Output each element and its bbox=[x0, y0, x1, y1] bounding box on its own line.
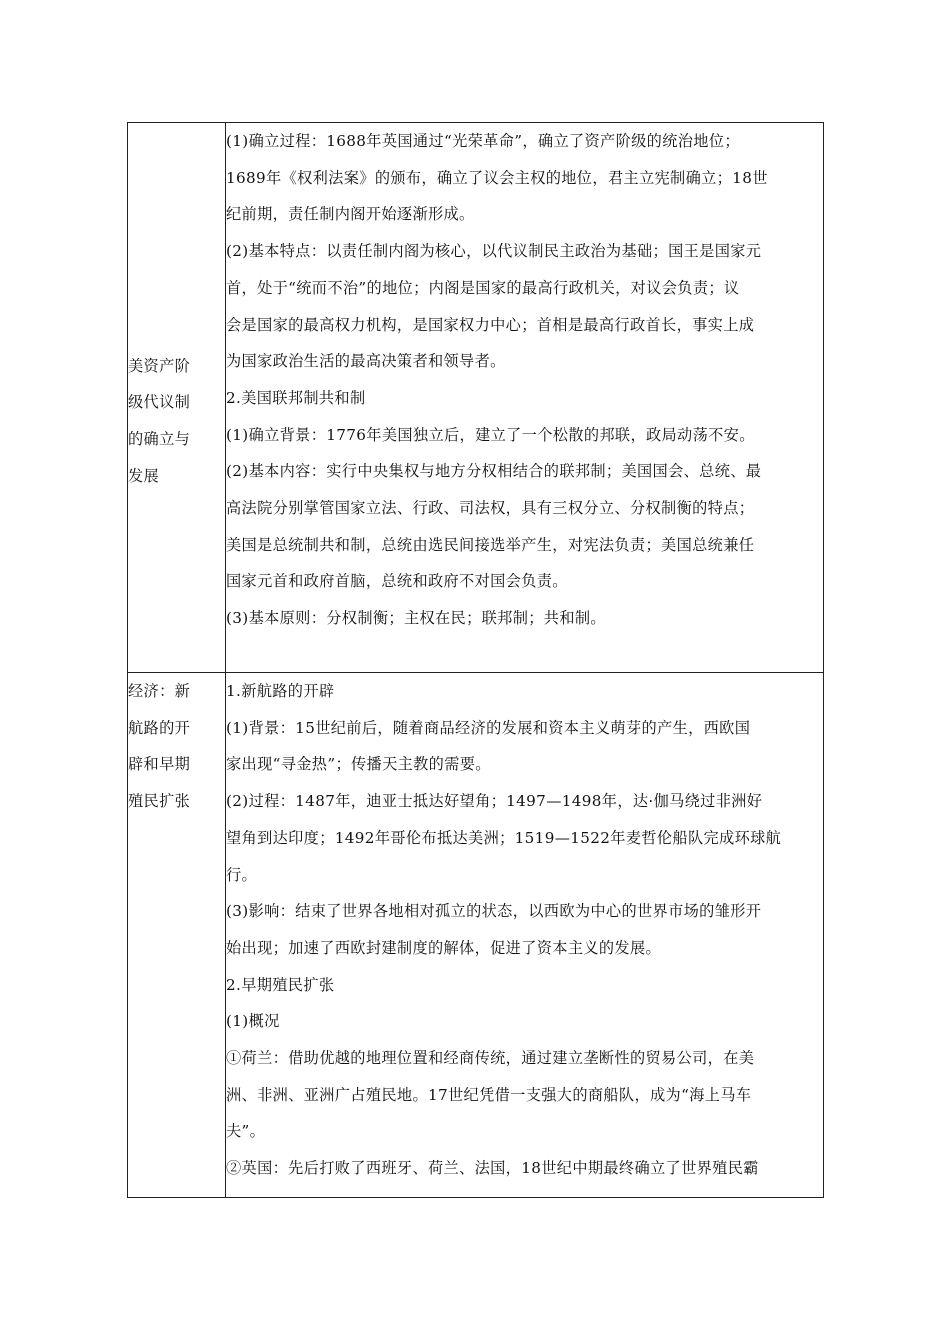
table-row bbox=[128, 123, 824, 673]
text-line: 高法院分别掌管国家立法、行政、司法权，具有三权分立、分权制衡的特点； bbox=[226, 499, 755, 518]
text-line: (1)背景：15世纪前后，随着商品经济的发展和资本主义萌芽的产生，西欧国 bbox=[226, 718, 751, 737]
text-line: ①荷兰：借助优越的地理位置和经商传统，通过建立垄断性的贸易公司，在美 bbox=[226, 1049, 755, 1068]
row-content bbox=[226, 673, 823, 1187]
text-line: 行。 bbox=[226, 865, 258, 884]
text-line: (2)过程：1487年，迪亚士抵达好望角；1497—1498年，达·伽马绕过非洲好 bbox=[226, 792, 763, 811]
text-line: 美国是总统制共和制，总统由选民间接选举产生，对宪法负责；美国总统兼任 bbox=[226, 535, 755, 554]
row-label-cell bbox=[128, 123, 226, 673]
text-line: (1)概况 bbox=[226, 1012, 280, 1031]
text-line: 美资产阶 bbox=[128, 356, 191, 375]
text-line: 辟和早期 bbox=[128, 755, 191, 774]
text-line: (3)影响：结束了世界各地相对孤立的状态，以西欧为中心的世界市场的雏形开 bbox=[226, 902, 762, 921]
text-line: 望角到达印度；1492年哥伦布抵达美洲；1519—1522年麦哲伦船队完成环球航 bbox=[226, 828, 782, 847]
text-line: 级代议制 bbox=[128, 393, 191, 412]
text-line: 首，处于“统而不治”的地位；内阁是国家的最高行政机关，对议会负责；议 bbox=[226, 278, 740, 297]
text-line: 经济：新 bbox=[128, 682, 191, 700]
text-line: 的确立与 bbox=[128, 430, 191, 448]
text-line: ②英国：先后打败了西班牙、荷兰、法国，18世纪中期最终确立了世界殖民霸 bbox=[226, 1159, 759, 1178]
text-line: 1689年《权利法案》的颁布，确立了议会主权的地位，君主立宪制确立；18世 bbox=[226, 168, 768, 187]
text-line: 2.美国联邦制共和制 bbox=[226, 388, 366, 407]
text-line: 为国家政治生活的最高决策者和领导者。 bbox=[226, 352, 506, 371]
row-content-cell bbox=[226, 123, 824, 673]
text-line: 夫”。 bbox=[226, 1122, 266, 1141]
text-line: 会是国家的最高权力机构，是国家权力中心；首相是最高行政首长，事实上成 bbox=[226, 315, 755, 334]
text-line: (2)基本特点：以责任制内阁为核心，以代议制民主政治为基础；国王是国家元 bbox=[226, 242, 762, 261]
text-line: 2.早期殖民扩张 bbox=[226, 975, 335, 994]
text-line: 国家元首和政府首脑，总统和政府不对国会负责。 bbox=[226, 572, 568, 591]
text-line: (1)确立过程：1688年英国通过“光荣革命”，确立了资产阶级的统治地位； bbox=[226, 132, 740, 150]
text-line: 航路的开 bbox=[128, 718, 191, 737]
text-line: (2)基本内容：实行中央集权与地方分权相结合的联邦制；美国国会、总统、最 bbox=[226, 462, 762, 481]
text-line: 殖民扩张 bbox=[128, 792, 191, 811]
row-label-cell bbox=[128, 673, 226, 1198]
row-label bbox=[128, 673, 225, 820]
text-line: 洲、非洲、亚洲广占殖民地。17世纪凭借一支强大的商船队，成为“海上马车 bbox=[226, 1085, 752, 1104]
text-line: 1.新航路的开辟 bbox=[226, 682, 335, 700]
text-line: (3)基本原则：分权制衡；主权在民；联邦制；共和制。 bbox=[226, 609, 606, 628]
text-line: 发展 bbox=[128, 466, 160, 485]
text-line: 始出现；加速了西欧封建制度的解体，促进了资本主义的发展。 bbox=[226, 938, 662, 957]
text-line: (1)确立背景：1776年美国独立后，建立了一个松散的邦联，政局动荡不安。 bbox=[226, 425, 755, 444]
row-label bbox=[128, 301, 225, 495]
text-line: 家出现“寻金热”；传播天主教的需要。 bbox=[226, 755, 491, 774]
text-line: 纪前期，责任制内阁开始逐渐形成。 bbox=[226, 205, 475, 224]
row-content bbox=[226, 123, 823, 637]
content-table bbox=[127, 122, 824, 1198]
table-row bbox=[128, 673, 824, 1198]
row-content-cell bbox=[226, 673, 824, 1198]
